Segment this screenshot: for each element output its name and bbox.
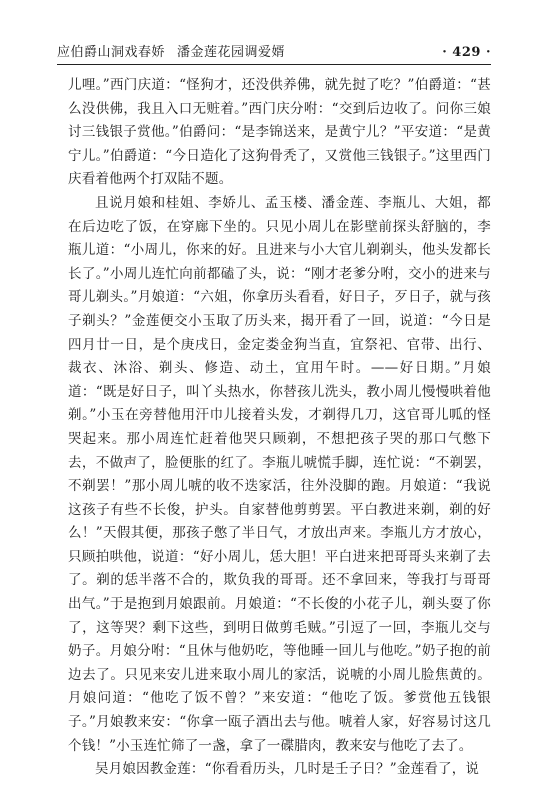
header-rule bbox=[57, 64, 491, 65]
body-text bbox=[68, 74, 491, 782]
chapter-title bbox=[57, 41, 285, 60]
paragraph-continued: 儿哩。”西门庆道：“怪狗才，还没供养佛，就先挝了吃？”伯爵道：“甚么没供佛，我且入口无赃着。”西门庆分咐：“交到后边收了。问你三娘讨三钱银子赏他。”伯爵问：“是李锦送来，是黄宁儿？”平安道：“是黄宁儿。”伯爵道：“今日造化了这狗骨秃了，又赏他三钱银子。”这里西门庆看着他两个打双陆不题。 bbox=[68, 77, 491, 188]
page-number: · 429 · bbox=[442, 45, 491, 60]
chapter-title-left: 应伯爵山洞戏春娇 bbox=[57, 45, 166, 60]
chapter-title-right: 潘金莲花园调爱婿 bbox=[177, 45, 286, 60]
paragraph: 吴月娘因教金莲：“你看看历头，几时是壬子日？”金莲看了，说 bbox=[95, 761, 480, 778]
running-head bbox=[57, 40, 491, 60]
paragraph: 且说月娘和桂姐、李娇儿、孟玉楼、潘金莲、李瓶儿、大姐，都在后边吃了饭，在穿廊下坐的。只见小周儿在影壁前探头舒脑的，李瓶儿道：“小周儿，你来的好。且进来与小大官儿剃剃头，他头发都长长了。”小周儿连忙向前都磕了头，说：“刚才老爹分咐，交小的进来与哥儿剃头。”月娘道：“六姐，你拿历头看看，好日子，歹日子，就与孩子剃头？”金莲便交小玉取了历头来，揭开看了一回，说道：“今日是四月廿一日，是个庚戌日，金定娄金狗当直，宜祭祀、官带、出行、裁衣、沐浴、剃头、修造、动土，宜用午时。——好日期。”月娘道：“既是好日子，叫丫头热水，你替孩儿洗头，教小周儿慢慢哄着他剃。”小玉在旁替他用汗巾儿接着头发，才剃得几刀，这官哥儿呱的怪哭起来。那小周连忙赶着他哭只顾剃，不想把孩子哭的那口气憋下去，不做声了，脸便胀的红了。李瓶儿唬慌手脚，连忙说：“不剃罢，不剃罢！”那小周儿唬的收不迭家活，往外没脚的跑。月娘道：“我说这孩子有些不长俊，护头。自家替他剪剪罢。平白教进来剃，剃的好么！”天假其便，那孩子憋了半日气，才放出声来。李瓶儿方才放心，只顾拍哄他，说道：“好小周儿，恁大胆！平白进来把哥哥头来剃了去了。剃的恁半落不合的，欺负我的哥哥。还不拿回来，等我打与哥哥出气。”于是抱到月娘跟前。月娘道：“不长俊的小花子儿，剃头耍了你了，这等哭？剩下这些，到明日做剪毛贼。”引逗了一回，李瓶儿交与奶子。月娘分咐：“且休与他奶吃，等他睡一回儿与他吃。”奶子抱的前边去了。只见来安儿进来取小周儿的家活，说唬的小周儿脸焦黄的。月娘问道：“他吃了饭不曾？”来安道：“他吃了饭。爹赏他五钱银子。”月娘教来安：“你拿一瓯子酒出去与他。唬着人家，好容易讨这几个钱！”小玉连忙筛了一盏，拿了一碟腊肉，教来安与他吃了去了。 bbox=[68, 194, 491, 754]
